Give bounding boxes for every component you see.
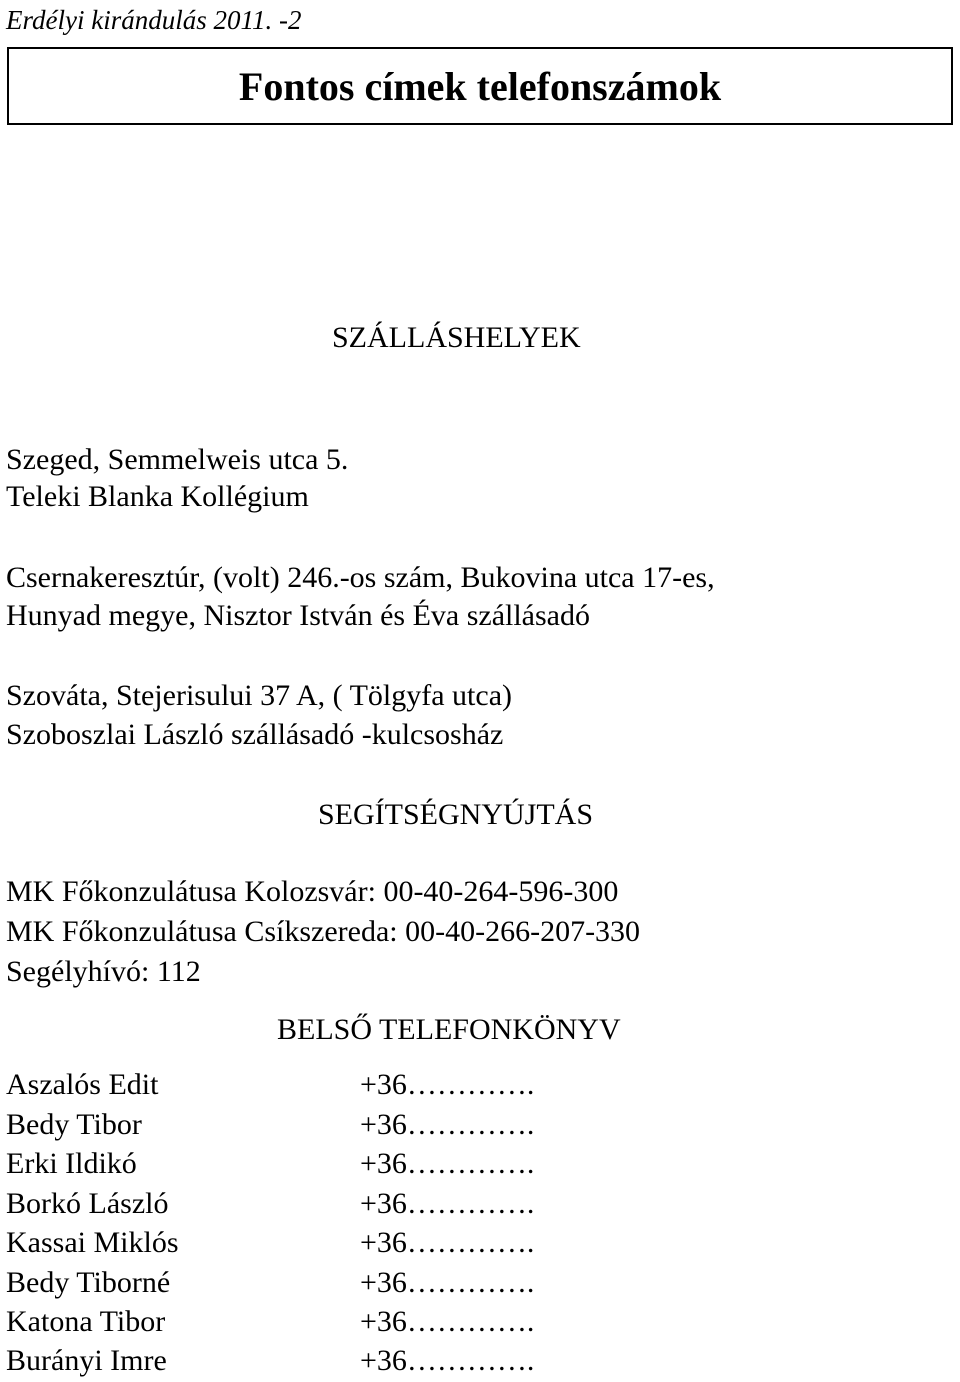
accommodation-line: Szováta, Stejerisului 37 A, ( Tölgyfa utca) bbox=[6, 679, 513, 712]
phonebook-phone: +36…………. bbox=[360, 1344, 535, 1377]
title-box bbox=[7, 47, 953, 125]
phonebook-heading: BELSŐ TELEFONKÖNYV bbox=[277, 1013, 621, 1046]
phonebook-name: Borkó László bbox=[6, 1187, 169, 1220]
phonebook-phone: +36…………. bbox=[360, 1068, 535, 1101]
phonebook-phone: +36…………. bbox=[360, 1226, 535, 1259]
phonebook-row bbox=[0, 1263, 960, 1303]
help-heading: SEGÍTSÉGNYÚJTÁS bbox=[318, 798, 594, 831]
phonebook-row bbox=[0, 1223, 960, 1263]
help-line: MK Főkonzulátusa Csíkszereda: 00-40-266-207-330 bbox=[6, 915, 641, 948]
phonebook-name: Burányi Imre bbox=[6, 1344, 167, 1377]
phonebook-phone: +36…………. bbox=[360, 1305, 535, 1338]
phonebook-row bbox=[0, 1341, 960, 1381]
phonebook-name: Bedy Tiborné bbox=[6, 1266, 171, 1299]
document-header: Erdélyi kirándulás 2011. -2 bbox=[6, 5, 302, 35]
phonebook-row bbox=[0, 1105, 960, 1145]
phonebook-name: Kassai Miklós bbox=[6, 1226, 179, 1259]
accommodation-line: Szoboszlai László szállásadó -kulcsosház bbox=[6, 718, 504, 751]
help-line: MK Főkonzulátusa Kolozsvár: 00-40-264-596-300 bbox=[6, 875, 619, 908]
phonebook-name: Bedy Tibor bbox=[6, 1108, 142, 1141]
phonebook-name: Aszalós Edit bbox=[6, 1068, 159, 1101]
phonebook-row bbox=[0, 1302, 960, 1342]
phonebook-row bbox=[0, 1184, 960, 1224]
accommodation-line: Csernakeresztúr, (volt) 246.-os szám, Bukovina utca 17-es, bbox=[6, 561, 715, 594]
accommodation-line: Teleki Blanka Kollégium bbox=[6, 480, 309, 513]
help-line: Segélyhívó: 112 bbox=[6, 955, 201, 988]
phonebook-row bbox=[0, 1144, 960, 1184]
phonebook-row bbox=[0, 1065, 960, 1105]
phonebook-name: Katona Tibor bbox=[6, 1305, 166, 1338]
page-title: Fontos címek telefonszámok bbox=[238, 64, 722, 109]
phonebook-phone: +36…………. bbox=[360, 1108, 535, 1141]
accommodation-line: Hunyad megye, Nisztor István és Éva szállásadó bbox=[6, 599, 590, 632]
phonebook-phone: +36…………. bbox=[360, 1187, 535, 1220]
accommodation-line: Szeged, Semmelweis utca 5. bbox=[6, 443, 349, 476]
phonebook-phone: +36…………. bbox=[360, 1147, 535, 1180]
phonebook-name: Erki Ildikó bbox=[6, 1147, 137, 1180]
phonebook-phone: +36…………. bbox=[360, 1266, 535, 1299]
accommodation-heading: SZÁLLÁSHELYEK bbox=[332, 321, 581, 354]
